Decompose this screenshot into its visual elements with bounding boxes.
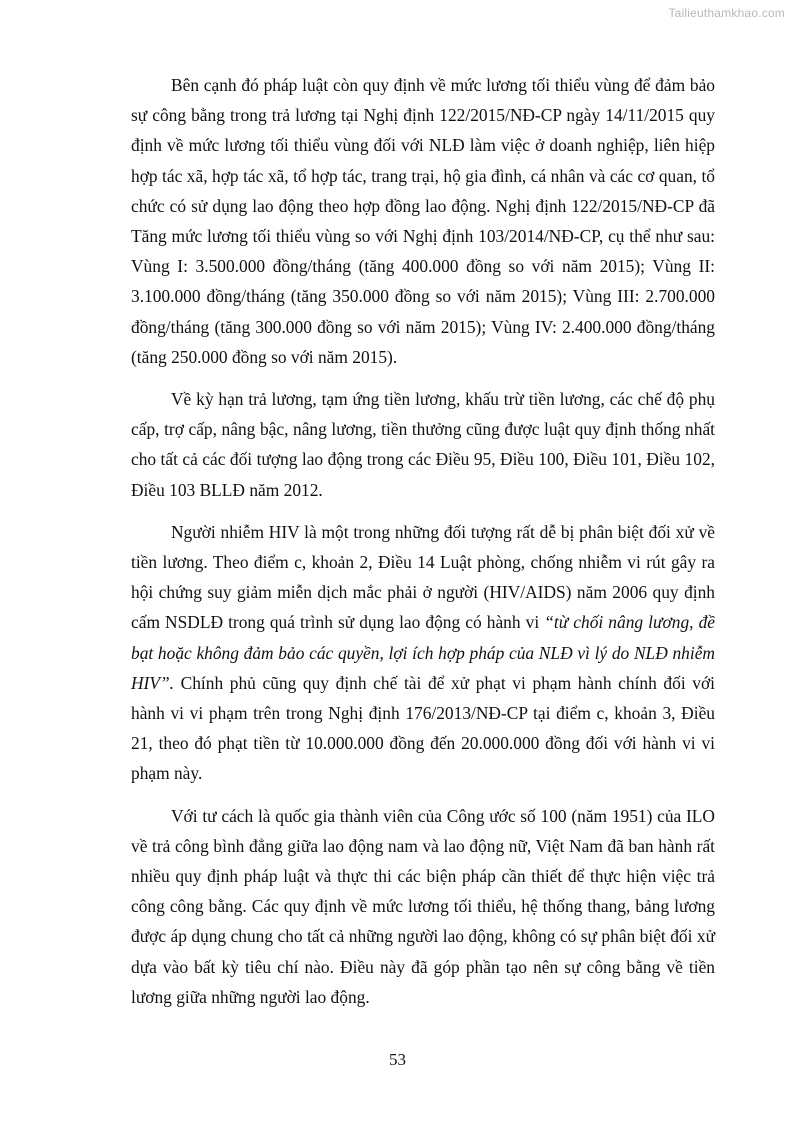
paragraph-hiv-text-after: Chính phủ cũng quy định chế tài để xử phạt vi phạm hành chính đối với hành vi vi phạm trên trong Nghị định 176/2013/NĐ-CP tại điểm c, khoản 3, Điều 21, theo đó phạt tiền từ 10.000.000 đồng đến 20.000.000 đồng đối với hành vi vi phạm này. xyxy=(131,672,715,784)
paragraph-hiv-quote: “từ chối nâng lương, đề bạt hoặc không đảm bảo các quyền, lợi ích hợp pháp của NLĐ vì lý do NLĐ nhiễm HIV”. xyxy=(131,612,715,693)
paragraph-payment-terms: Về kỳ hạn trả lương, tạm ứng tiền lương, khấu trừ tiền lương, các chế độ phụ cấp, trợ cấp, nâng bậc, nâng lương, tiền thưởng cũng được luật quy định thống nhất cho tất cả các đối tượng lao động trong các Điều 95, Điều 100, Điều 101, Điều 102, Điều 103 BLLĐ năm 2012. xyxy=(131,389,715,500)
watermark: Tailieuthamkhao.com xyxy=(668,6,785,20)
page-number: 53 xyxy=(389,1050,406,1069)
paragraph-minimum-wage: Bên cạnh đó pháp luật còn quy định về mức lương tối thiểu vùng để đảm bảo sự công bằng trong trả lương tại Nghị định 122/2015/NĐ-CP ngày 14/11/2015 quy định về mức lương tối thiểu vùng đối với NLĐ làm việc ở doanh nghiệp, liên hiệp hợp tác xã, hợp tác xã, tổ hợp tác, trang trại, hộ gia đình, cá nhân và các cơ quan, tổ chức có sử dụng lao động theo hợp đồng lao động. Nghị định 122/2015/NĐ-CP đã Tăng mức lương tối thiểu vùng so với Nghị định 103/2014/NĐ-CP, cụ thể như sau: Vùng I: 3.500.000 đồng/tháng (tăng 400.000 đồng so với năm 2015); Vùng II: 3.100.000 đồng/tháng (tăng 350.000 đồng so với năm 2015); Vùng III: 2.700.000 đồng/tháng (tăng 300.000 đồng so với năm 2015); Vùng IV: 2.400.000 đồng/tháng (tăng 250.000 đồng so với năm 2015). xyxy=(131,75,715,367)
paragraph-hiv-text-before: Người nhiễm HIV là một trong những đối tượng rất dễ bị phân biệt đối xử về tiền lương. Theo điểm c, khoản 2, Điều 14 Luật phòng, chống nhiễm vi rút gây ra hội chứng suy giảm miễn dịch mắc phải ở người (HIV/AIDS) năm 2006 quy định cấm NSDLĐ trong quá trình sử dụng lao động có hành vi xyxy=(131,521,715,633)
paragraph-hiv-discrimination xyxy=(131,517,715,789)
document-body xyxy=(131,70,715,1024)
paragraph-ilo-convention: Với tư cách là quốc gia thành viên của Công ước số 100 (năm 1951) của ILO về trả công bình đẳng giữa lao động nam và lao động nữ, Việt Nam đã ban hành rất nhiều quy định pháp luật và thực thi các biện pháp cần thiết để thực hiện việc trả công công bằng. Các quy định về mức lương tối thiểu, hệ thống thang, bảng lương được áp dụng chung cho tất cả những người lao động, không có sự phân biệt đối xử dựa vào bất kỳ tiêu chí nào. Điều này đã góp phần tạo nên sự công bằng về tiền lương giữa những người lao động. xyxy=(131,805,715,1007)
